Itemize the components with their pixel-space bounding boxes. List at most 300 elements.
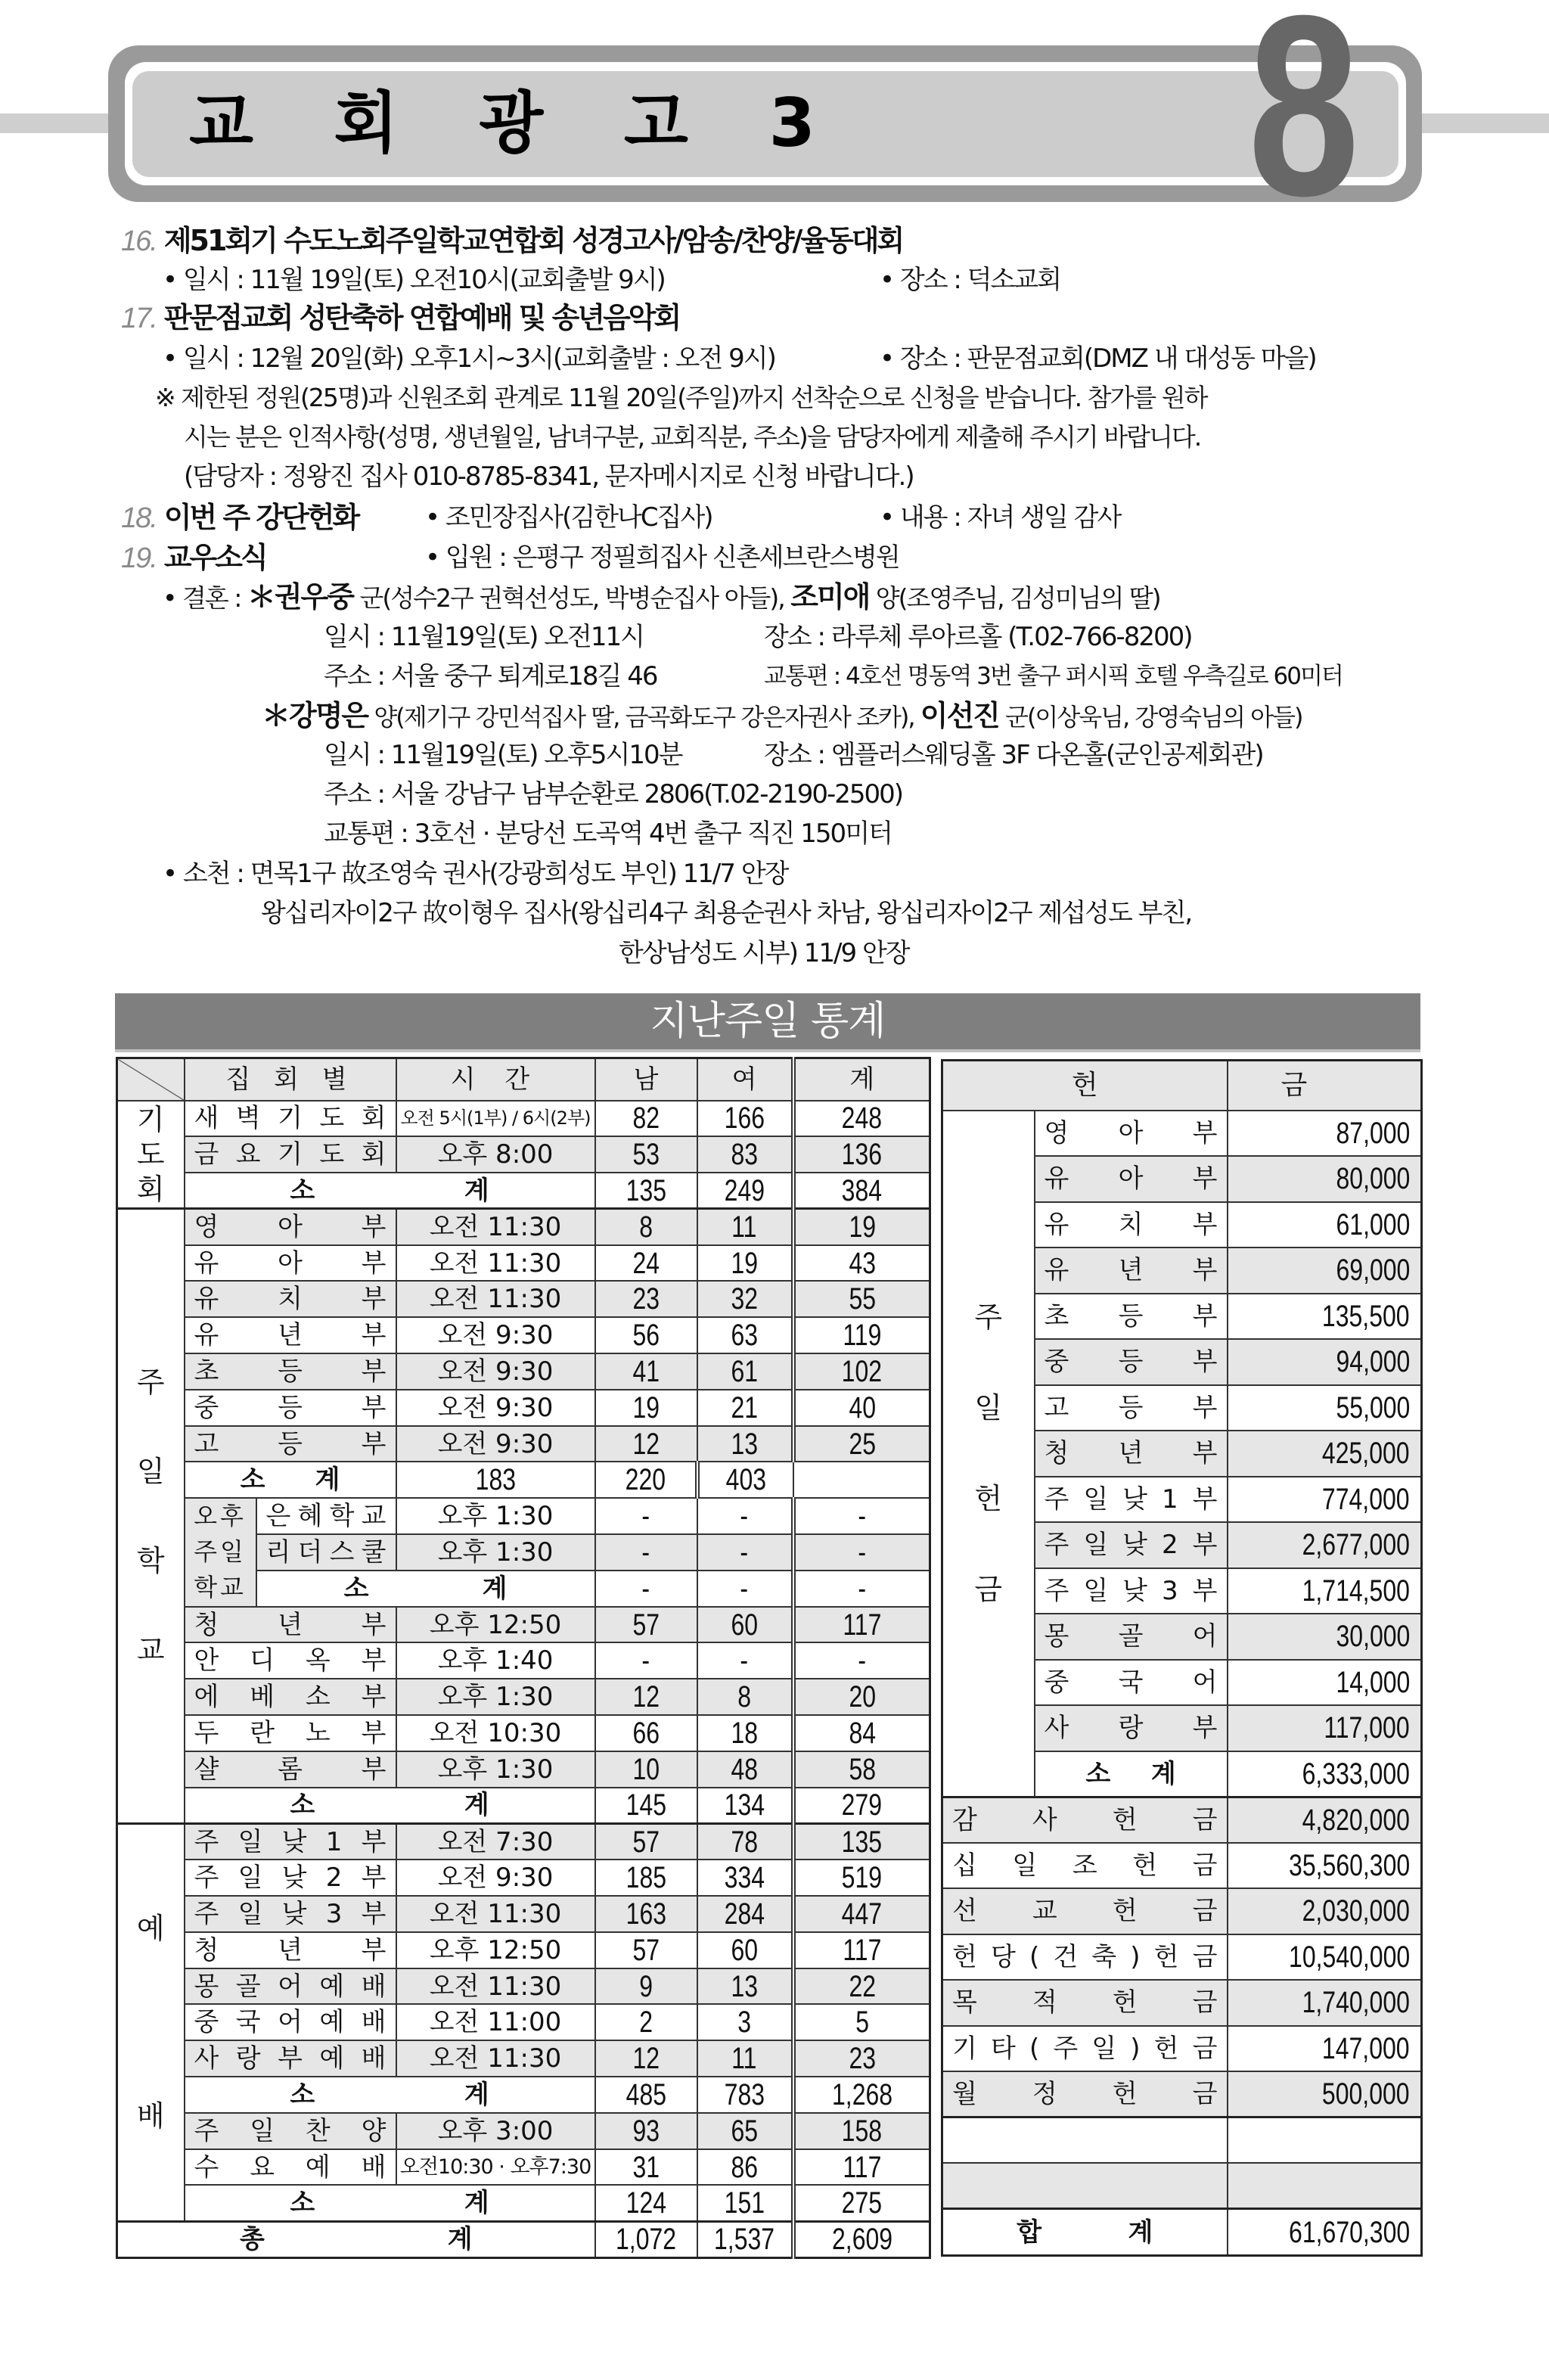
table-row	[942, 2026, 1422, 2072]
label-char: 두	[194, 1717, 219, 1748]
meeting-time: 오후 1:30	[396, 1679, 595, 1715]
stats-banner	[115, 993, 1420, 1052]
offering-amount	[1228, 1431, 1422, 1477]
number-value: 279	[842, 1788, 883, 1822]
table-row	[942, 1843, 1422, 1889]
label-char: 국	[235, 2007, 261, 2038]
spaced-label	[1035, 1713, 1227, 1744]
male-count	[595, 1823, 697, 1860]
spaced-label	[185, 1682, 396, 1713]
female-count	[697, 2077, 793, 2113]
wedding-1-address: 주소 : 서울 중구 퇴계로18길 46	[324, 661, 657, 691]
male-count	[595, 1607, 697, 1643]
meeting-name	[185, 1823, 396, 1860]
label-char: 옥	[305, 1645, 331, 1676]
spaced-label	[185, 2043, 396, 2074]
number-value: 13	[731, 1969, 758, 2003]
meeting-name	[185, 1353, 396, 1390]
spaced-label	[1035, 1575, 1227, 1606]
notice-number: 18.	[121, 502, 157, 534]
number-value: 13	[731, 1427, 758, 1461]
number-value: 8	[737, 1680, 751, 1714]
offering-amount	[1228, 1980, 1422, 2026]
number-value: 135	[625, 1173, 666, 1207]
number-value: 14,000	[1336, 1665, 1410, 1699]
label-char: 부	[361, 1754, 386, 1785]
number-value: 1,740,000	[1302, 1986, 1410, 2020]
male-count	[595, 1136, 697, 1173]
meeting-time: 오전 9:30	[396, 1317, 595, 1353]
wedding-1-where: 장소 : 라루체 루아르홀 (T.02-766-8200)	[764, 622, 1192, 652]
wedding-1-when: 일시 : 11월19일(토) 오전11시	[324, 622, 644, 652]
female-count	[697, 1426, 793, 1462]
number-value: 60	[731, 1933, 758, 1967]
number-value: 60	[731, 1608, 758, 1642]
meeting-time: 오전 7:30	[396, 1823, 595, 1860]
label-char: 부	[1192, 1300, 1218, 1331]
male-count	[595, 1715, 697, 1751]
label-char: 년	[278, 1609, 303, 1640]
subtotal-label-left: 소	[290, 2079, 315, 2110]
number-value: 30,000	[1336, 1620, 1410, 1654]
label-char: 축	[1091, 1941, 1117, 1972]
afternoon-school-label: 주일	[194, 1537, 247, 1567]
label-char: 타	[990, 2033, 1016, 2064]
notice-title: 판문점교회 성탄축하 연합예배 및 송년음악회	[163, 301, 680, 334]
number-value: 8	[639, 1210, 653, 1244]
label-char: 회	[361, 1103, 386, 1134]
male-count	[595, 1571, 697, 1607]
spaced-label	[1035, 1621, 1227, 1652]
label-char: 몽	[194, 1971, 219, 2002]
meeting-name	[185, 2040, 396, 2077]
spaced-label	[1035, 1209, 1227, 1240]
total-count	[793, 2004, 930, 2040]
number-value: 117	[843, 2150, 882, 2184]
label-char: 사	[1032, 1804, 1057, 1835]
offering-amount	[1228, 1660, 1422, 1706]
label-char: 주	[194, 1863, 219, 1894]
label-char: 교	[1032, 1896, 1057, 1927]
female-count	[697, 2113, 793, 2149]
subtotal-label-cell	[942, 2209, 1228, 2256]
label-char: 치	[278, 1284, 303, 1315]
notice-17-note-1: ※ 제한된 정원(25명)과 신원조회 관계로 11월 20일(주일)까지 선착순으로 신청을 받습니다. 참가를 원하	[155, 383, 1207, 412]
subtotal-label-right: 계	[464, 2079, 489, 2110]
spaced-label	[943, 1850, 1227, 1881]
label-char: 수	[194, 2152, 219, 2183]
male-count	[595, 1390, 697, 1426]
group-label-char: 예	[136, 1912, 165, 1946]
male-count	[595, 1101, 697, 1137]
label-char: 금	[1192, 1941, 1218, 1972]
number-value: 63	[731, 1319, 758, 1353]
number-value: 55,000	[1336, 1390, 1410, 1425]
number-value: 134	[724, 1788, 765, 1822]
number-value: -	[740, 1644, 749, 1678]
number-value: 12	[632, 1680, 660, 1714]
meeting-name	[256, 1498, 396, 1534]
label-char: 일	[1083, 1575, 1109, 1606]
spaced-label	[943, 1896, 1227, 1927]
spaced-label	[943, 2081, 1227, 2107]
number-value: 403	[725, 1463, 766, 1497]
funeral-2: 왕십리자이2구 故이형우 집사(왕십리4구 최용순권사 차남, 왕십리자이2구 제섭성도 부친,	[261, 898, 1192, 928]
number-value: 135,500	[1322, 1299, 1410, 1333]
offering-amount	[1228, 1156, 1422, 1202]
number-value: 57	[632, 1933, 660, 1967]
label-char: 찬	[305, 2115, 331, 2146]
label-char: 일	[1083, 1530, 1109, 1561]
table-row	[117, 1642, 930, 1679]
number-value: 78	[731, 1825, 758, 1859]
label-char: 낮	[281, 1863, 307, 1894]
spaced-label	[1035, 1347, 1227, 1378]
label-char: 란	[250, 1717, 275, 1748]
number-value: 32	[731, 1282, 758, 1316]
meeting-name	[185, 1101, 396, 1137]
table-row	[117, 1245, 930, 1282]
label-char: )	[1130, 1941, 1141, 1972]
male-count	[595, 2113, 697, 2149]
female-count	[697, 1101, 793, 1137]
blank-cell	[1228, 2163, 1422, 2209]
table-row	[942, 1111, 1422, 1157]
label-char: 벽	[235, 1103, 261, 1134]
wedding-groom-detail: 군(이상욱님, 강영숙님의 아들)	[998, 703, 1302, 732]
label-char: 유	[1044, 1255, 1069, 1286]
number-value: 20	[848, 1680, 876, 1714]
table-row	[117, 1101, 930, 1137]
table-row	[117, 1751, 930, 1788]
number-value: 57	[632, 1825, 660, 1859]
number-value: 11	[731, 1210, 757, 1244]
total-count	[793, 1245, 930, 1282]
male-count	[595, 1896, 697, 1932]
meeting-time: 오전 11:30	[396, 1281, 595, 1317]
label-char: 부	[1192, 1575, 1218, 1606]
label-char: 년	[1118, 1255, 1144, 1286]
offering-name	[942, 1888, 1228, 1934]
meeting-name	[185, 2004, 396, 2040]
header-total: 계	[793, 1058, 930, 1101]
number-value: 135	[842, 1825, 883, 1859]
blank-row	[942, 2163, 1422, 2209]
table-header-row	[117, 1058, 930, 1101]
notice-title: 제51회기 수도노회주일학교연합회 성경고사/암송/찬양/율동대회	[163, 224, 903, 257]
number-value: 55	[848, 1282, 876, 1316]
offering-amount	[1228, 1888, 1422, 1934]
total-count	[793, 1136, 930, 1173]
number-value: 102	[842, 1354, 883, 1388]
label-char: 부	[361, 1645, 386, 1676]
total-count	[793, 1426, 930, 1462]
meeting-time: 오후 12:50	[396, 1607, 595, 1643]
label-char: 부	[1192, 1484, 1218, 1515]
total-count	[793, 2221, 930, 2257]
number-value: -	[740, 1571, 749, 1605]
offering-name	[1035, 1339, 1228, 1385]
meeting-name	[185, 1860, 396, 1896]
label-char: 주	[194, 1898, 219, 1929]
label-char: 초	[194, 1356, 219, 1387]
notice-17-where: • 장소 : 판문점교회(DMZ 내 대성동 마을)	[880, 343, 1316, 374]
male-count	[595, 2185, 697, 2221]
number-value: 86	[731, 2150, 758, 2184]
label-char: 3	[1161, 1575, 1178, 1606]
subtotal-label-left: 소	[290, 1175, 315, 1206]
label-char: 정	[1032, 2079, 1057, 2109]
table-row	[117, 1498, 930, 1534]
number-value: 4,820,000	[1302, 1803, 1410, 1837]
table-row	[117, 1209, 930, 1245]
female-count	[697, 1715, 793, 1751]
label-char: 십	[952, 1850, 977, 1881]
label-char: 부	[361, 1320, 386, 1351]
label-char: 치	[1118, 1209, 1144, 1240]
blank-cell	[942, 2117, 1228, 2164]
number-value: -	[740, 1535, 749, 1569]
label-char: 배	[361, 2043, 386, 2074]
label-char: 년	[1118, 1438, 1144, 1469]
label-char: 중	[194, 1392, 219, 1423]
number-value: 334	[724, 1861, 765, 1895]
total-count	[793, 1860, 930, 1896]
header-offering-right: 금	[1228, 1061, 1422, 1111]
label-char: 일	[250, 2115, 275, 2146]
subtotal-label-cell	[185, 1462, 396, 1498]
label-char: 등	[1118, 1300, 1144, 1331]
number-value: 1,714,500	[1302, 1574, 1410, 1608]
spaced-label	[185, 1392, 396, 1423]
female-count	[697, 1136, 793, 1173]
group-label-afternoon-school	[185, 1498, 256, 1606]
total-count	[793, 1607, 930, 1643]
label-char: 어	[1192, 1621, 1218, 1652]
table-row	[942, 1797, 1422, 1843]
total-count	[793, 1498, 930, 1534]
male-count	[595, 2221, 697, 2257]
label-char: 헌	[952, 1941, 977, 1972]
female-count	[697, 1317, 793, 1353]
subtotal-label-cell	[185, 1788, 595, 1824]
offering-amount	[1228, 1797, 1422, 1843]
notice-title: 교우소식	[163, 541, 266, 574]
label-char: 중	[1044, 1347, 1069, 1378]
label-char: 예	[319, 2043, 345, 2074]
spaced-label	[185, 1898, 396, 1929]
notice-title: 이번 주 강단헌화	[163, 501, 359, 534]
number-value: 21	[731, 1390, 758, 1425]
table-row	[117, 1679, 930, 1715]
number-value: 94,000	[1336, 1345, 1410, 1379]
label-char: 헌	[1153, 1941, 1179, 1972]
wedding-2-transit: 교통편 : 3호선 · 분당선 도곡역 4번 출구 직진 150미터	[324, 819, 892, 849]
label-char: 기	[952, 2033, 977, 2064]
label-char: 안	[194, 1645, 219, 1676]
total-count	[793, 2113, 930, 2149]
meeting-name	[185, 2149, 396, 2186]
number-value: -	[641, 1571, 650, 1605]
female-count	[697, 1788, 793, 1824]
subtotal-label-right: 계	[1150, 1758, 1176, 1789]
number-value: 80,000	[1336, 1162, 1410, 1196]
table-row	[117, 1968, 930, 2005]
label-char: 건	[1053, 1941, 1079, 1972]
group-label-sunday-offering: 주일헌금	[942, 1111, 1035, 1797]
total-count	[793, 1932, 930, 1968]
label-char: 헌	[1112, 1804, 1138, 1835]
label-char: 양	[361, 2115, 386, 2146]
number-value: -	[740, 1499, 749, 1533]
label-char: 혜	[297, 1501, 323, 1532]
label-char: 아	[1118, 1164, 1144, 1195]
number-value: 145	[625, 1788, 666, 1822]
spaced-label	[185, 1971, 396, 2002]
grand-total-row	[117, 2221, 930, 2257]
meeting-name	[185, 1209, 396, 1245]
group-label-prayer: 기도회	[117, 1101, 185, 1209]
meeting-time: 오전 11:30	[396, 1968, 595, 2005]
total-count	[697, 1462, 793, 1498]
label-char: 교	[361, 1501, 386, 1532]
female-count	[697, 1173, 793, 1209]
female-count	[697, 2040, 793, 2077]
meeting-time: 오후 1:30	[396, 1751, 595, 1788]
label-char: 요	[235, 1139, 261, 1170]
number-value: 9	[639, 1969, 653, 2003]
number-value: 1,537	[713, 2223, 775, 2257]
meeting-time: 오전 9:30	[396, 1860, 595, 1896]
subtotal-row	[117, 2185, 930, 2221]
male-count	[595, 2149, 697, 2186]
number-value: 84	[848, 1716, 876, 1750]
total-count	[793, 1209, 930, 1245]
spaced-label	[1035, 1530, 1227, 1561]
subtotal-label-left: 소	[240, 1465, 265, 1496]
label-char: 중	[1044, 1667, 1069, 1698]
female-count	[595, 1462, 697, 1498]
blank-row	[942, 2117, 1422, 2164]
notice-number: 19.	[121, 542, 157, 574]
diagonal-corner-cell	[117, 1058, 185, 1101]
spaced-label	[257, 1501, 396, 1532]
offering-amount	[1228, 1522, 1422, 1568]
offering-amount	[1228, 1934, 1422, 1981]
notice-number: 16.	[121, 225, 157, 257]
label-char: 부	[361, 1826, 386, 1857]
meeting-time: 오전 11:30	[396, 1245, 595, 1282]
subtotal-row	[117, 1462, 930, 1498]
meeting-name	[185, 1715, 396, 1751]
label-char: 몽	[1044, 1621, 1069, 1652]
number-value: 43	[848, 1246, 876, 1280]
meeting-name	[185, 1281, 396, 1317]
offering-amount	[1228, 1843, 1422, 1889]
offering-name	[1035, 1156, 1228, 1202]
spaced-label	[185, 1247, 396, 1279]
offering-name	[942, 1934, 1228, 1981]
number-value: 119	[843, 1319, 882, 1353]
offering-amount	[1228, 1202, 1422, 1248]
wedding-mark: ＊	[247, 580, 275, 614]
page-number: 8	[1248, 0, 1360, 250]
label-char: 부	[361, 1212, 386, 1243]
meeting-name	[185, 1751, 396, 1788]
female-count	[697, 1390, 793, 1426]
label-char: (	[1029, 2033, 1040, 2064]
female-count	[697, 1607, 793, 1643]
spaced-label	[185, 1934, 396, 1965]
spaced-label	[1035, 1164, 1227, 1195]
label-char: 낮	[1122, 1575, 1148, 1606]
offering-name	[942, 2026, 1228, 2072]
meeting-name	[185, 1679, 396, 1715]
label-char: 랑	[1118, 1713, 1144, 1744]
label-char: 헌	[1132, 1850, 1158, 1881]
offering-name	[1035, 1111, 1228, 1157]
notice-16-where: • 장소 : 덕소교회	[880, 265, 1060, 295]
number-value: 58	[848, 1752, 876, 1786]
wedding-bride-detail: 양(조영주님, 김성미님의 딸)	[869, 583, 1160, 613]
subtotal-label-left: 소	[290, 1790, 315, 1821]
label-char: 금	[1192, 2033, 1218, 2064]
spaced-label	[943, 1804, 1227, 1835]
label-char: 등	[278, 1356, 303, 1387]
number-value: 19	[632, 1390, 660, 1425]
meeting-name	[185, 1932, 396, 1968]
label-char: 유	[194, 1247, 219, 1279]
label-char: 부	[361, 1898, 386, 1929]
table-row	[117, 1426, 930, 1462]
spaced-label	[185, 2152, 396, 2183]
male-count	[396, 1462, 595, 1498]
spaced-label	[185, 1645, 396, 1676]
offering-name	[1035, 1660, 1228, 1706]
label-char: 일	[237, 1826, 263, 1857]
label-char: 샬	[194, 1754, 219, 1785]
label-char: 2	[1161, 1530, 1178, 1561]
funeral-1: • 소천 : 면목1구 故조영숙 권사(강광희성도 부인) 11/7 안장	[163, 859, 788, 889]
number-value: 24	[632, 1246, 660, 1280]
table-row	[117, 1823, 930, 1860]
number-value: 275	[842, 2186, 883, 2220]
label-char: 년	[278, 1320, 303, 1351]
funeral-3: 한상남성도 시부) 11/9 안장	[619, 938, 909, 968]
offering-amount	[1228, 2071, 1422, 2117]
table-row	[942, 1888, 1422, 1934]
offering-name	[1035, 1705, 1228, 1751]
label-char: 고	[194, 1428, 219, 1459]
offering-amount	[1228, 2026, 1422, 2072]
number-value: 61,670,300	[1288, 2215, 1410, 2249]
label-char: 일	[237, 1863, 263, 1894]
label-char: 고	[1044, 1392, 1069, 1423]
label-char: 청	[1044, 1438, 1069, 1469]
label-char: 아	[278, 1212, 303, 1243]
table-row	[117, 2040, 930, 2077]
meeting-time: 오전 11:30	[396, 2040, 595, 2077]
label-char: (	[1029, 1941, 1040, 1972]
label-char: 도	[319, 1103, 345, 1134]
subtotal-label-left: 합	[1017, 2217, 1042, 2248]
spaced-label	[185, 1284, 396, 1315]
subtotal-label-cell	[185, 2077, 595, 2113]
spaced-label	[185, 2007, 396, 2038]
table-row	[942, 1980, 1422, 2026]
male-count	[595, 1281, 697, 1317]
number-value: 485	[625, 2077, 666, 2111]
